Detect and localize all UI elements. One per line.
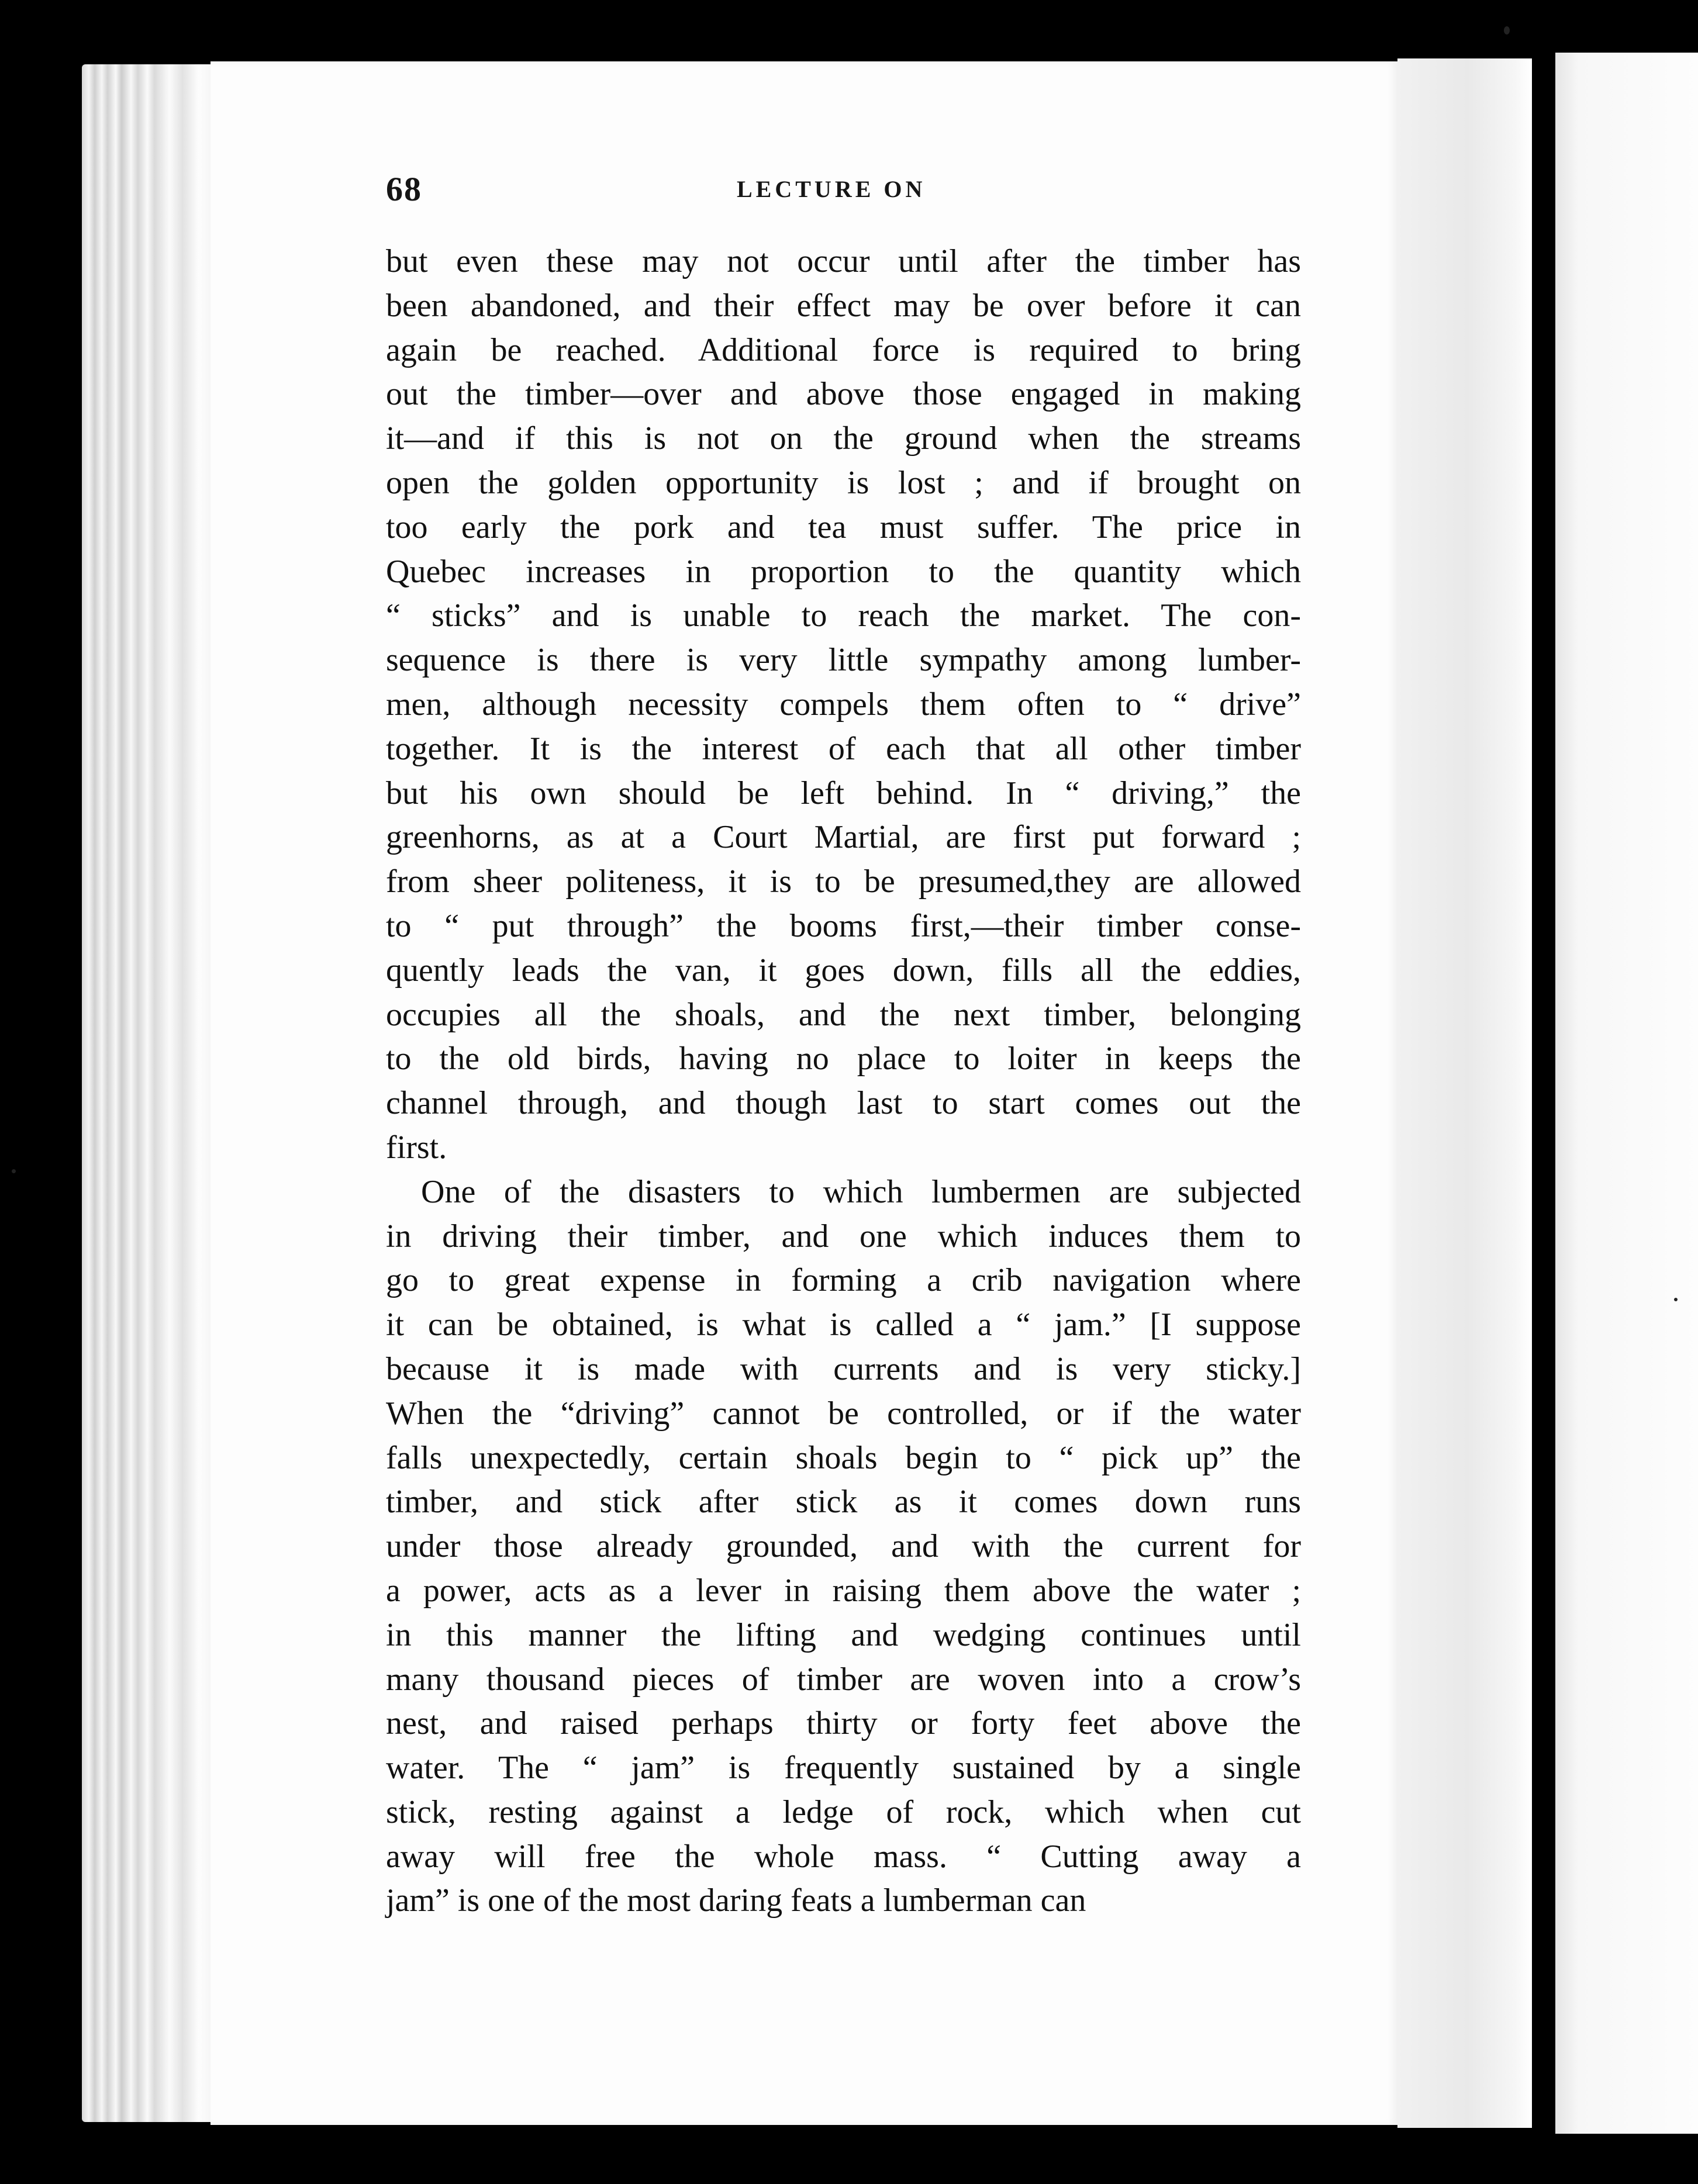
running-head: LECTURE ON bbox=[737, 176, 926, 202]
text-line: in driving their timber, and one which induces them to bbox=[386, 1218, 1301, 1255]
text-line: sequence is there is very little sympathy among lumber- bbox=[386, 642, 1301, 679]
text-line: many thousand pieces of timber are woven into a crow’s bbox=[386, 1661, 1301, 1698]
text-line: falls unexpectedly, certain shoals begin to “ pick up” the bbox=[386, 1439, 1301, 1476]
text-line: away will free the whole mass. “ Cutting away a bbox=[386, 1838, 1301, 1875]
text-line: to “ put through” the booms first,—their timber conse- bbox=[386, 907, 1301, 944]
scan-speck bbox=[1674, 1298, 1678, 1301]
text-line: go to great expense in forming a crib navigation where bbox=[386, 1262, 1301, 1299]
text-line: nest, and raised perhaps thirty or forty feet above the bbox=[386, 1705, 1301, 1742]
paragraph bbox=[386, 1170, 1301, 1924]
text-line: greenhorns, as at a Court Martial, are first put forward ; bbox=[386, 819, 1301, 856]
scan-speck bbox=[12, 1169, 16, 1173]
text-line: occupies all the shoals, and the next timber, belonging bbox=[386, 996, 1301, 1033]
text-line: too early the pork and tea must suffer. The price in bbox=[386, 509, 1301, 545]
body-text bbox=[386, 240, 1301, 1923]
scan-speck bbox=[1504, 26, 1510, 34]
text-line: jam” is one of the most daring feats a lumberman can bbox=[386, 1882, 1086, 1919]
text-line: it can be obtained, is what is called a “ jam.” [I suppose bbox=[386, 1307, 1301, 1343]
text-line: a power, acts as a lever in raising them above the water ; bbox=[386, 1572, 1301, 1609]
text-line: “ sticks” and is unable to reach the market. The con- bbox=[386, 597, 1301, 634]
page-gutter bbox=[1397, 58, 1532, 2128]
text-line: first. bbox=[386, 1129, 447, 1166]
text-line: to the old birds, having no place to loiter in keeps the bbox=[386, 1041, 1301, 1077]
text-line: water. The “ jam” is frequently sustained by a single bbox=[386, 1750, 1301, 1786]
text-line: open the golden opportunity is lost ; and if brought on bbox=[386, 464, 1301, 501]
text-line: quently leads the van, it goes down, fills all the eddies, bbox=[386, 952, 1301, 989]
next-page-edge bbox=[1555, 53, 1698, 2134]
text-line: but even these may not occur until after the timber has bbox=[386, 243, 1301, 279]
text-line: again be reached. Additional force is required to bring bbox=[386, 331, 1301, 368]
page-edges bbox=[82, 64, 216, 2122]
text-line: timber, and stick after stick as it comes down runs bbox=[386, 1484, 1301, 1520]
text-line: together. It is the interest of each that all other timber bbox=[386, 730, 1301, 767]
text-line: Quebec increases in proportion to the quantity which bbox=[386, 553, 1301, 590]
text-line: but his own should be left behind. In “ driving,” the bbox=[386, 775, 1301, 811]
text-line: out the timber—over and above those engaged in making bbox=[386, 376, 1301, 413]
text-line: When the “driving” cannot be controlled, or if the water bbox=[386, 1395, 1301, 1432]
text-line: men, although necessity compels them often to “ drive” bbox=[386, 686, 1301, 723]
text-line: because it is made with currents and is very sticky.] bbox=[386, 1350, 1301, 1387]
text-line: been abandoned, and their effect may be over before it can bbox=[386, 287, 1301, 324]
text-line: in this manner the lifting and wedging continues until bbox=[386, 1616, 1301, 1653]
page-header bbox=[386, 170, 1298, 222]
text-line: One of the disasters to which lumbermen are subjected bbox=[421, 1173, 1301, 1210]
text-line: under those already grounded, and with the current for bbox=[386, 1528, 1301, 1565]
text-line: stick, resting against a ledge of rock, which when cut bbox=[386, 1793, 1301, 1830]
text-line: from sheer politeness, it is to be presumed,they are allowed bbox=[386, 863, 1301, 900]
paragraph bbox=[386, 240, 1301, 1170]
text-line: it—and if this is not on the ground when the streams bbox=[386, 420, 1301, 457]
page-number: 68 bbox=[386, 170, 422, 208]
text-line: channel through, and though last to start comes out the bbox=[386, 1085, 1301, 1122]
